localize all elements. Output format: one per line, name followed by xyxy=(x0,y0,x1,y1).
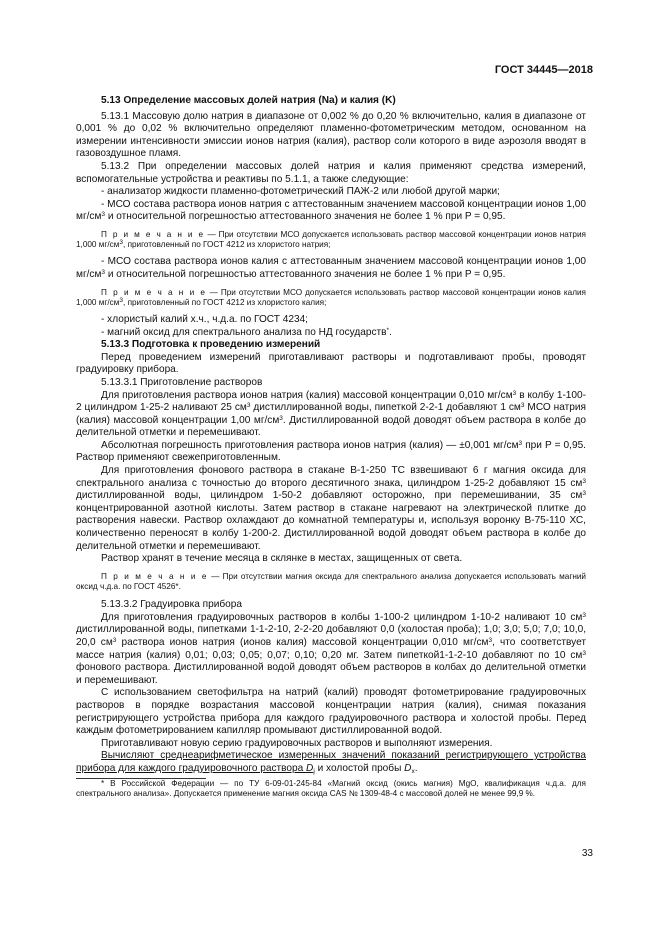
footnote-marker: * xyxy=(386,326,390,334)
document-body xyxy=(76,95,586,799)
paragraph-storage: Раствор хранят в течение месяца в склянке в местах, защищенных от света. xyxy=(101,553,463,565)
paragraph-average: Вычисляют среднеарифметическое измеренных значений показаний регистрирующего устройства прибора для каждого градуировочного раствора $D_j$ и холостой пробы $D_x$. xyxy=(76,750,586,775)
document-header: ГОСТ 34445—2018 xyxy=(494,64,593,76)
footnote: * В Российской Федерации — по ТУ 6-09-01-245-84 «Магний оксид (окись магния) MgO, квалификация ч.д.а. для спектрального анализа». Допускается применение магния оксида CAS № 1309-48-4 с массовой долей не менее 99,9 %. xyxy=(76,778,586,798)
paragraph-absolute-error: Абсолютная погрешность приготовления раствора ионов натрия (калия) — ±0,001 $мг/см^3$ при P = 0,95. Раствор применяют свежеприготовленным. xyxy=(76,439,586,464)
heading-5-13-3-2: 5.13.3.2 Градуировка прибора xyxy=(101,599,242,611)
note-label: П р и м е ч а н и е xyxy=(101,229,205,239)
list-item-magnesium-oxide: - магний оксид для спектрального анализа по НД государств*. xyxy=(101,326,392,338)
paragraph-photometry: С использованием светофильтра на натрий (калий) проводят фотометрирование градуировочных растворов в порядке возрастания массовой концентрации натрия (калия), снимая показания регистрирующего устройства прибора для каждого градуировочного раствора и холостой пробы. Перед каждым фотометрированием капилляр промывают дистиллированной водой. xyxy=(76,687,586,737)
note-label: П р и м е ч а н и е xyxy=(101,571,209,581)
paragraph-calibration: Для приготовления градуировочных растворов в колбы 1-100-2 цилиндром 1-10-2 наливают 10 $см^3$ дистиллированной воды, пипетками 1-1-2-10, 2-2-20 добавляют 0,0 (холостая проба); 1,0; 3,0; 5,0; 7,0; 10,0, 20,0 $см^3$ раствора ионов натрия (ионов калия) массовой концентрации 0,010 $мг/см^3$, что соответствует массе натрия (калия) 0,01; 0,03; 0,05; 0,07; 0,10; 0,20 мг. Затем пипеткой1-1-2-10 добавляют по 10 $см^3$ фонового раствора. Дистиллированной водой доводят объем растворов в колбах до делительной отметки и перемешивают. xyxy=(76,611,586,686)
list-item-potassium-chloride: - хлористый калий х.ч., ч.д.а. по ГОСТ 4234; xyxy=(101,313,308,325)
paragraph-5-13-2: 5.13.2 При определении массовых долей натрия и калия применяют средства измерений, вспомогательные устройства и реактивы по 5.1.1, а также следующие: xyxy=(76,160,586,185)
paragraph-preparation: Перед проведением измерений приготавливают растворы и подготавливают пробы, проводят градуировку прибора. xyxy=(76,351,586,376)
subsection-title-5-13-3: 5.13.3 Подготовка к проведению измерений xyxy=(101,339,321,351)
list-item-mso-sodium: - МСО состава раствора ионов натрия с аттестованным значением массовой концентрации ионов 1,00 $мг/см^3$ и относительной погрешностью аттестованного значения не более 1 % при P = 0,95. xyxy=(76,198,586,223)
section-title: 5.13 Определение массовых долей натрия (Na) и калия (K) xyxy=(101,95,396,106)
list-item-analyzer: - анализатор жидкости пламенно-фотометрический ПАЖ-2 или любой другой марки; xyxy=(101,186,500,198)
paragraph-5-13-1: 5.13.1 Массовую долю натрия в диапазоне от 0,002 % до 0,20 % включительно, калия в диапазоне от 0,001 % до 0,02 % включительно определяют пламенно-фотометрическим методом, основанном на измерении интенсивности эмиссии ионов натрия (калия), раствор соли которого в виде аэрозоля вводят в газовоздушное пламя. xyxy=(76,110,586,160)
list-item-mso-potassium: - МСО состава раствора ионов калия с аттестованным значением массовой концентрации ионов 1,00 $мг/см^3$ и относительной погрешностью аттестованного значения не более 1 % при P = 0,95. xyxy=(76,256,586,280)
note-sodium: П р и м е ч а н и е — При отсутствии МСО допускается использовать раствор массовой концентрации ионов натрия 1,000 $мг/см^3$, приготовленный по ГОСТ 4212 из хлористого натрия; xyxy=(76,229,586,250)
page-number: 33 xyxy=(581,848,593,859)
paragraph-solution: Для приготовления раствора ионов натрия (калия) массовой концентрации 0,010 $мг/см^3$ в колбу 1-100-2 цилиндром 1-25-2 наливают 25 $см^3$ дистиллированной воды, пипеткой 2-2-1 добавляют 1 $см^3$ МСО натрия (калия) массовой концентрации 1,00 $мг/см^3$. Дистиллированной водой доводят объем раствора в колбе до делительной отметки и перемешивают. xyxy=(76,389,587,439)
note-potassium: П р и м е ч а н и е — При отсутствии МСО допускается использовать раствор массовой концентрации ионов калия 1,000 $мг/см^3$, приготовленный по ГОСТ 4212 из хлористого калия; xyxy=(76,287,586,307)
paragraph-new-series: Приготавливают новую серию градуировочных растворов и выполняют измерения. xyxy=(101,737,493,749)
heading-5-13-3-1: 5.13.3.1 Приготовление растворов xyxy=(101,376,263,388)
note-label: П р и м е ч а н и е xyxy=(101,287,207,297)
paragraph-background-solution: Для приготовления фонового раствора в стакане В-1-250 ТС взвешивают 6 г магния оксида для спектрального анализа с точностью до второго десятичного знака, цилиндром 1-25-2 добавляют 15 $см^3$ дистиллированной воды, цилиндром 1-50-2 добавляют осторожно, при перемешивании, 35 $см^3$ концентрированной азотной кислоты. Затем раствор в стакане нагревают на электрической плитке до растворения навески. Раствор охлаждают до комнатной температуры и, используя воронку В-75-110 ХС, количественно переносят в колбу 1-200-2. Дистиллированной водой доводят объем раствора в колбе до делительной отметки и перемешивают. xyxy=(76,465,586,552)
note-magnesium-oxide: П р и м е ч а н и е — При отсутствии магния оксида для спектрального анализа допускается использовать магний оксид ч.д.а. по ГОСТ 4526*. xyxy=(76,571,586,592)
